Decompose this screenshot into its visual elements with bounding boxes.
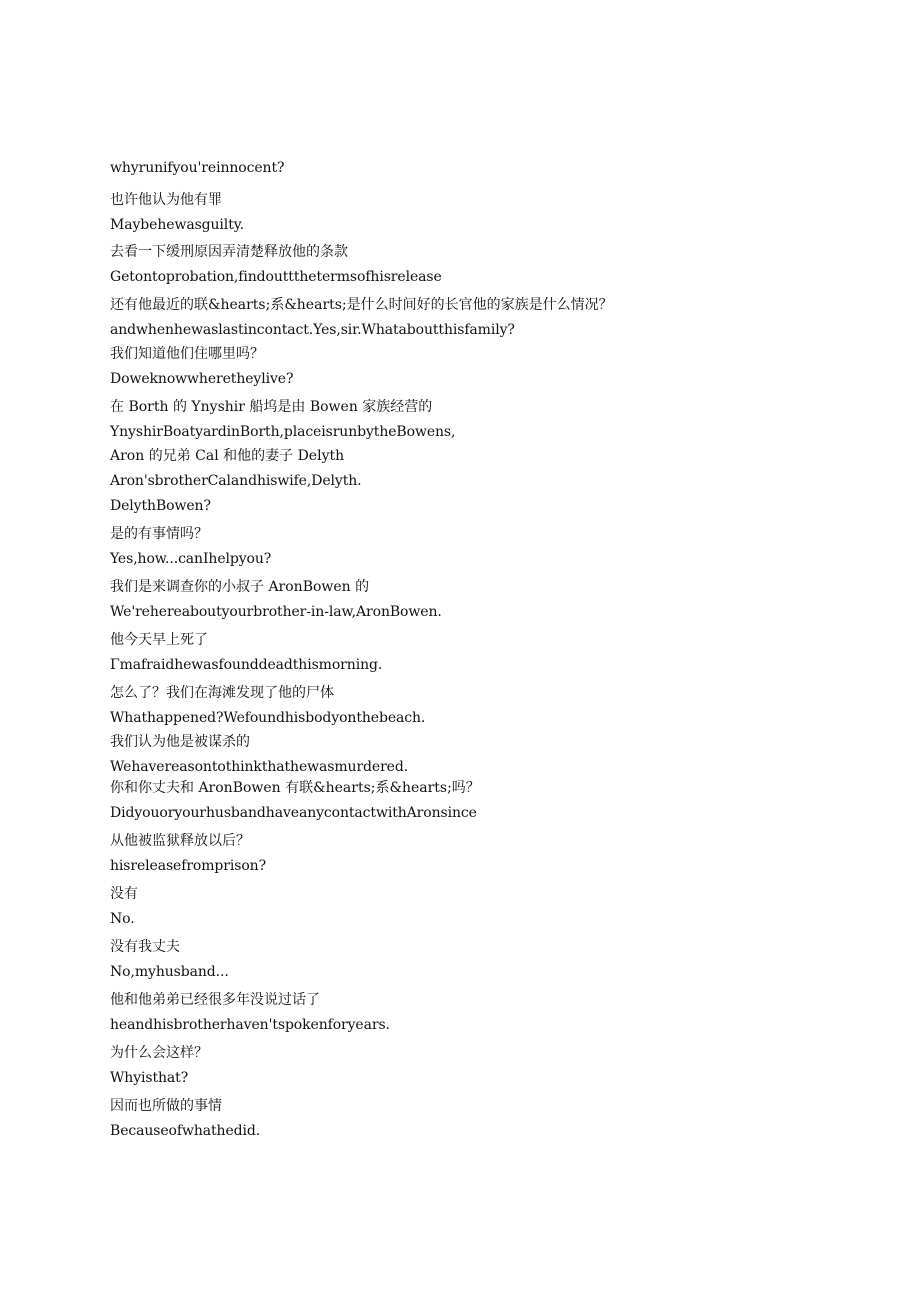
subtitle-line-chinese: 还有他最近的联&hearts;系&hearts;是什么时间好的长官他的家族是什么情况？	[110, 297, 613, 313]
subtitle-line-chinese: 从他被监狱释放以后？	[110, 833, 250, 849]
subtitle-line-chinese: 我们认为他是被谋杀的	[110, 734, 250, 750]
subtitle-line-chinese: 他今天早上死了	[110, 632, 208, 648]
subtitle-line-english: Γmafraidhewasfounddeadthismorning.	[110, 657, 383, 673]
subtitle-line-chinese: 去看一下缓刑原因弄清楚释放他的条款	[110, 244, 348, 260]
subtitle-line-english: Maybehewasguilty.	[110, 217, 245, 233]
subtitle-line-chinese: 没有我丈夫	[110, 939, 180, 955]
subtitle-line-chinese: 也许他认为他有罪	[110, 192, 222, 208]
subtitle-line-english: hisreleasefromprison?	[110, 858, 266, 874]
subtitle-line-chinese: 在 Borth 的 Ynyshir 船坞是由 Bowen 家族经营的	[110, 399, 433, 415]
subtitle-line-english: Getontoprobation,findouttthetermsofhisrelease	[110, 269, 442, 285]
subtitle-line-english: DelythBowen?	[110, 498, 211, 514]
subtitle-line-chinese: 怎么了？我们在海滩发现了他的尸体	[110, 685, 334, 701]
subtitle-line-english: Wehavereasontothinkthathewasmurdered.	[110, 759, 409, 775]
subtitle-line-english: andwhenhewaslastincontact.Yes,sir.Whataboutthisfamily?	[110, 322, 515, 338]
subtitle-line-chinese: 因而也所做的事情	[110, 1098, 222, 1114]
subtitle-line-english: heandhisbrotherhaven'tspokenforyears.	[110, 1017, 390, 1033]
subtitle-line-chinese: 他和他弟弟已经很多年没说过话了	[110, 992, 320, 1008]
subtitle-line-chinese: 我们是来调查你的小叔子 AronBowen 的	[110, 579, 370, 595]
subtitle-line-chinese: 你和你丈夫和 AronBowen 有联&hearts;系&hearts;吗？	[110, 780, 480, 796]
subtitle-line-english: No,myhusband...	[110, 964, 229, 980]
subtitle-line-english: Whyisthat?	[110, 1070, 189, 1086]
subtitle-line-chinese: 为什么会这样？	[110, 1045, 208, 1061]
subtitle-line-chinese: 我们知道他们住哪里吗？	[110, 346, 264, 362]
subtitle-line-english: We'rehereaboutyourbrother-in-law,AronBowen.	[110, 604, 442, 620]
subtitle-line-english: Yes,how...canIhelpyou?	[110, 551, 272, 567]
subtitle-line-chinese: 没有	[110, 886, 138, 902]
subtitle-line-english: whyrunifyou'reinnocent?	[110, 160, 285, 176]
subtitle-line-english: Becauseofwhathedid.	[110, 1123, 261, 1139]
subtitle-line-english: Aron'sbrotherCalandhiswife,Delyth.	[110, 473, 362, 489]
subtitle-line-english: Whathappened?Wefoundhisbodyonthebeach.	[110, 710, 426, 726]
subtitle-line-english: No.	[110, 911, 135, 927]
subtitle-line-english: Doweknowwheretheylive?	[110, 371, 294, 387]
subtitle-line-english: YnyshirBoatyardinBorth,placeisrunbytheBowens,	[110, 424, 456, 440]
subtitle-line-english: DidyouoryourhusbandhaveanycontactwithAronsince	[110, 805, 477, 821]
subtitle-line-chinese: Aron 的兄弟 Cal 和他的妻子 Delyth	[110, 448, 345, 464]
subtitle-line-chinese: 是的有事情吗？	[110, 526, 208, 542]
